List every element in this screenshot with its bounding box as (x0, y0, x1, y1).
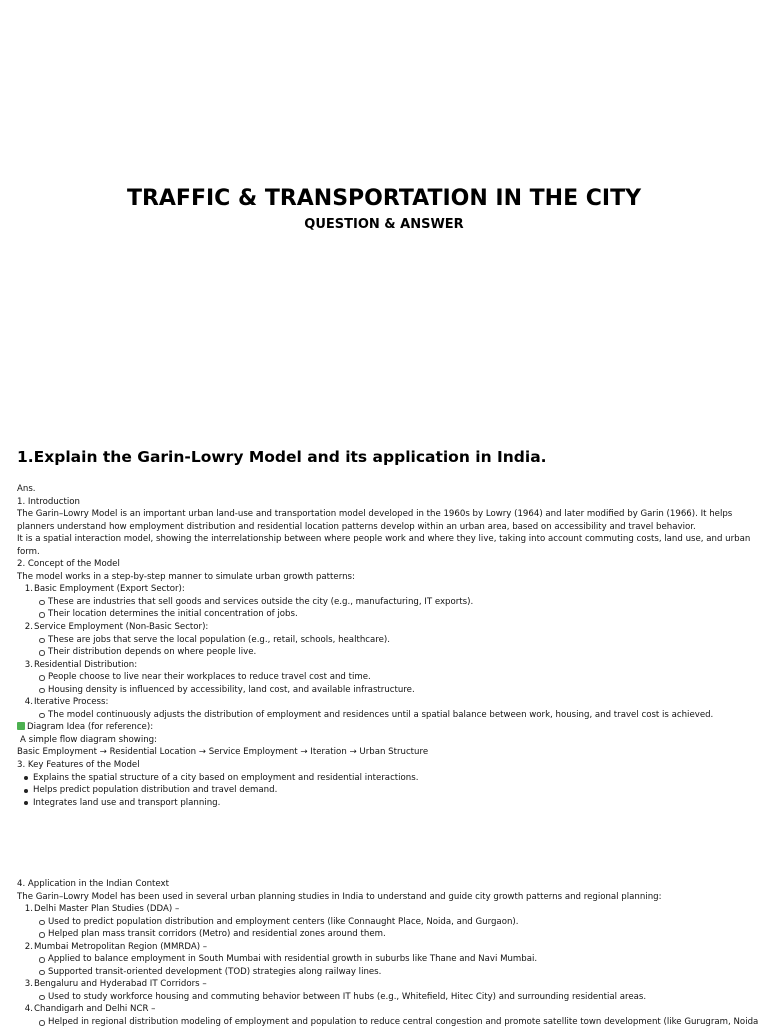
step-subitem: Their distribution depends on where people live. (17, 646, 753, 659)
diagram-subtext: A simple flow diagram showing: (20, 734, 158, 745)
answer-block-2 (17, 878, 759, 1029)
step-number: 4. (24, 697, 33, 708)
application-number: 4. (24, 1004, 33, 1015)
application-label: Mumbai Metropolitan Region (MMRDA) – (34, 941, 208, 952)
application-subitem: Helped in regional distribution modeling of employment and population to reduce central congestion and promote satellite town development (like Gurugram, Noida (17, 1016, 753, 1029)
application-subitem: Applied to balance employment in South Mumbai with residential growth in suburbs like Thane and Navi Mumbai. (17, 953, 753, 966)
step-label: Iterative Process: (34, 697, 109, 708)
step-number: 1. (24, 584, 33, 595)
application-label: Delhi Master Plan Studies (DDA) – (34, 904, 180, 915)
answer-block-1 (17, 483, 753, 809)
document-title: TRAFFIC & TRANSPORTATION IN THE CITY (126, 186, 642, 211)
step-subitem: Housing density is influenced by accessibility, land cost, and available infrastructure. (17, 684, 753, 697)
green-square-icon (17, 722, 25, 730)
features-heading: 3. Key Features of the Model (17, 760, 140, 771)
application-label: Bengaluru and Hyderabad IT Corridors – (34, 979, 207, 990)
step-number: 2. (24, 622, 33, 633)
feature-item: Helps predict population distribution and travel demand. (17, 784, 753, 797)
step-item (17, 659, 753, 672)
intro-paragraph-1: The Garin–Lowry Model is an important urban land-use and transportation model developed in the 1960s by Lowry (1964) and later modified by Garin (1966). It helps planners understand how employment distribution and residential location patterns develop within an urban area, based on accessibility and travel behavior. (17, 509, 733, 532)
feature-item: Integrates land use and transport planning. (17, 797, 753, 810)
application-subitem: Helped plan mass transit corridors (Metro) and residential zones around them. (17, 928, 753, 941)
application-number: 2. (24, 941, 33, 952)
application-subitem: Used to predict population distribution and employment centers (like Connaught Place, Noida, and Gurgaon). (17, 916, 753, 929)
application-item (17, 1003, 753, 1016)
application-item (17, 978, 753, 991)
step-item (17, 583, 753, 596)
step-subitem: These are industries that sell goods and services outside the city (e.g., manufacturing, IT exports). (17, 596, 753, 609)
step-item (17, 621, 753, 634)
step-label: Basic Employment (Export Sector): (34, 584, 185, 595)
document-subtitle: QUESTION & ANSWER (304, 217, 464, 232)
step-subitem: People choose to live near their workplaces to reduce travel cost and time. (17, 671, 753, 684)
intro-heading: 1. Introduction (17, 496, 80, 507)
application-label: Chandigarh and Delhi NCR – (34, 1004, 156, 1015)
application-number: 3. (24, 979, 33, 990)
question-heading: 1.Explain the Garin-Lowry Model and its application in India. (17, 448, 547, 466)
step-subitem: These are jobs that serve the local population (e.g., retail, schools, healthcare). (17, 634, 753, 647)
step-subitem: Their location determines the initial concentration of jobs. (17, 608, 753, 621)
application-item (17, 903, 753, 916)
application-number: 1. (24, 904, 33, 915)
diagram-idea (17, 721, 753, 734)
application-item (17, 941, 753, 954)
step-label: Residential Distribution: (34, 659, 138, 670)
step-item (17, 696, 753, 709)
feature-item: Explains the spatial structure of a city based on employment and residential interactions. (17, 772, 753, 785)
diagram-label: Diagram Idea (for reference): (27, 722, 154, 733)
application-paragraph: The Garin–Lowry Model has been used in several urban planning studies in India to understand and guide city growth patterns and regional planning: (17, 891, 662, 902)
application-heading: 4. Application in the Indian Context (17, 879, 170, 889)
application-subitem: Used to study workforce housing and commuting behavior between IT hubs (e.g., Whitefield, Hitec City) and surrounding residential areas. (17, 991, 753, 1004)
step-number: 3. (24, 659, 33, 670)
diagram-flow: Basic Employment → Residential Location → Service Employment → Iteration → Urban Structure (17, 747, 429, 758)
ans-label: Ans. (17, 484, 36, 494)
application-subitem: Supported transit-oriented development (TOD) strategies along railway lines. (17, 966, 753, 979)
step-subitem: The model continuously adjusts the distribution of employment and residences until a spatial balance between work, housing, and travel cost is achieved. (17, 709, 753, 722)
step-label: Service Employment (Non-Basic Sector): (34, 622, 209, 633)
intro-paragraph-2: It is a spatial interaction model, showing the interrelationship between where people work and where they live, taking into account commuting costs, land use, and urban form. (17, 534, 751, 557)
concept-paragraph: The model works in a step-by-step manner to simulate urban growth patterns: (17, 571, 355, 582)
concept-heading: 2. Concept of the Model (17, 559, 120, 570)
